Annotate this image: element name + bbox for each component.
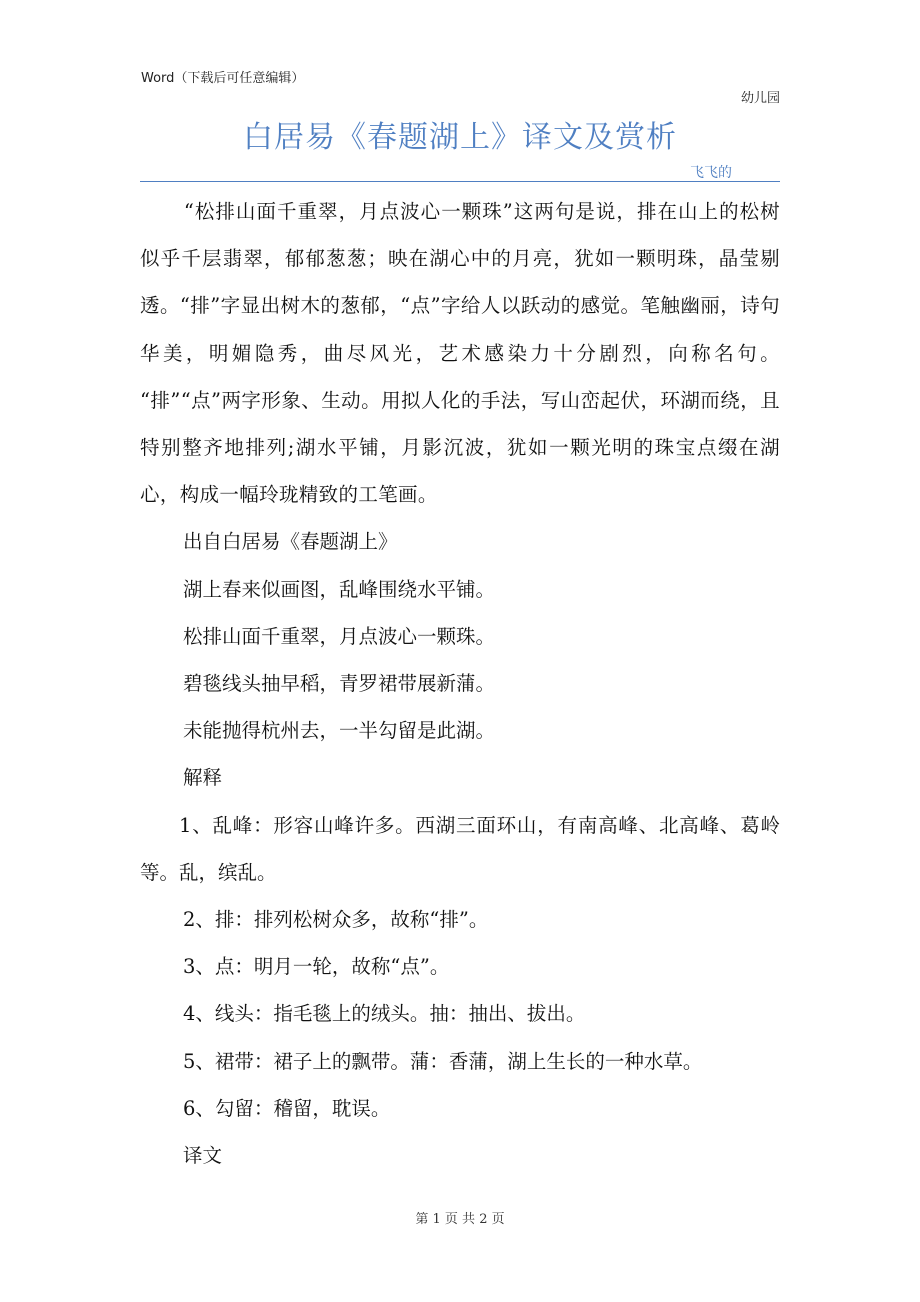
note-item-4: 4、线头：指毛毯上的绒头。抽：抽出、拔出。: [183, 1002, 586, 1026]
category-label: 幼儿园: [740, 91, 780, 106]
note-item-6: 6、勾留：稽留，耽误。: [183, 1096, 391, 1120]
notes-heading: 解释: [183, 766, 223, 790]
poem-line-2: 松排山面千重翠，月点波心一颗珠。: [183, 624, 496, 648]
author-name: 飞飞的: [690, 165, 732, 181]
translation-heading: 译文: [183, 1144, 223, 1168]
poem-line-1: 湖上春来似画图，乱峰围绕水平铺。: [183, 577, 496, 601]
page-number: 第 1 页 共 2 页: [415, 1212, 505, 1227]
document-title: 白居易《春题湖上》译文及赏析: [243, 120, 677, 155]
note-item-1: 1、乱峰：形容山峰许多。西湖三面环山，有南高峰、北高峰、葛岭等。乱，缤乱。: [140, 813, 780, 884]
intro-paragraph: “松排山面千重翠，月点波心一颗珠”这两句是说，排在山上的松树似乎千层翡翠，郁郁葱葱；映在湖心中的月亮，犹如一颗明珠，晶莹剔透。“排”字显出树木的葱郁，“点”字给人以跃动的感觉。笔触幽丽，诗句华美，明媚隐秀，曲尽风光，艺术感染力十分剧烈，向称名句。 “排”“点”两字形象、生动。用拟人化的手法，写山峦起伏，环湖而绕，且特别整齐地排列;湖水平铺，月影沉波，犹如一颗光明的珠宝点缀在湖心，构成一幅玲珑精致的工笔画。: [140, 200, 780, 507]
word-edit-note: Word（下载后可任意编辑）: [141, 71, 305, 86]
source-line: 出自白居易《春题湖上》: [183, 530, 398, 554]
poem-line-3: 碧毯线头抽早稻，青罗裙带展新蒲。: [183, 672, 496, 696]
document-body: [140, 188, 780, 1179]
title-divider: [140, 181, 780, 182]
note-item-5: 5、裙带：裙子上的飘带。蒲：香蒲，湖上生长的一种水草。: [183, 1049, 703, 1073]
note-item-2: 2、排：排列松树众多，故称“排”。: [183, 908, 489, 932]
poem-line-4: 未能抛得杭州去，一半勾留是此湖。: [183, 719, 496, 743]
note-item-3: 3、点：明月一轮，故称“点”。: [183, 955, 450, 979]
